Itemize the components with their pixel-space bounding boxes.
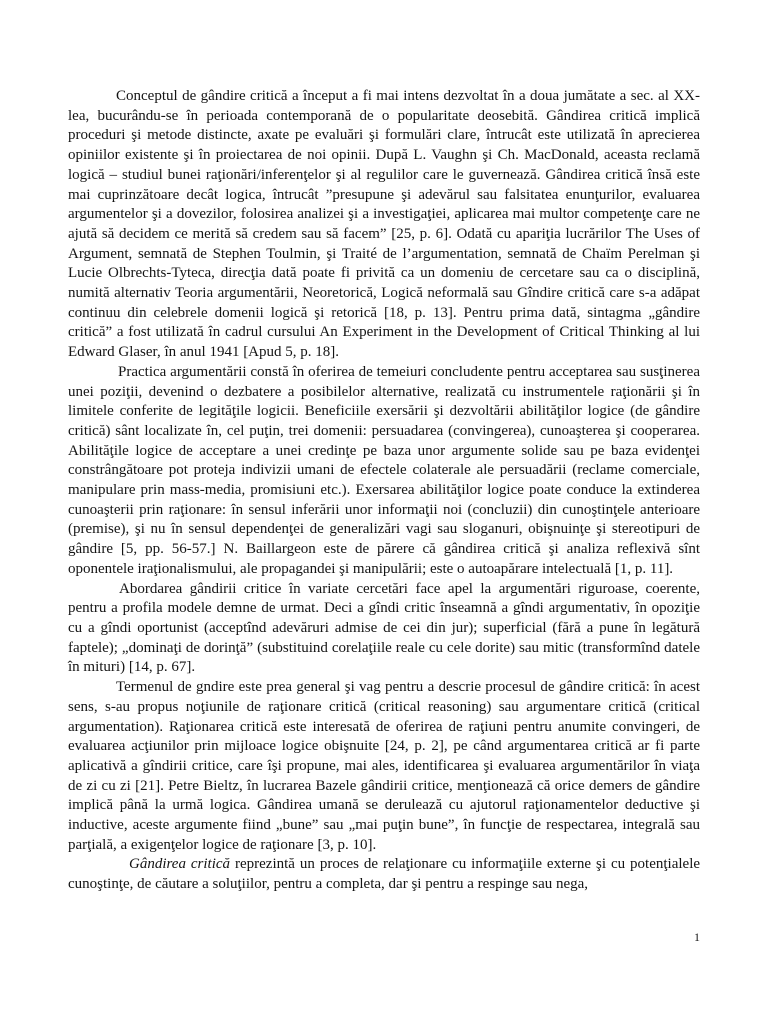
paragraph-4: Termenul de gndire este prea general şi vag pentru a descrie procesul de gândire critică: în acest sens, s-au propus noţiunile de raţionare critică (critical reasoning) sau argumentare critică (critical argumentation). Raţionarea critică este interesată de oferirea de raţiuni pentru anumite convingeri, de evaluarea acţiunilor prin mijloace logice obişnuite [24, p. 2], pe când argumentarea critică ar fi parte aplicativă a gîndirii critice, care îşi propune, mai ales, identificarea şi evaluarea argumentărilor în viaţa de zi cu zi [21]. Petre Bieltz, în lucrarea Bazele gândirii critice, menţionează că orice demers de gândire implică până la urmă logica. Gândirea umană se derulează cu ajutorul raţionamentelor deductive şi inductive, aceste argumente fiind „bune” sau „mai puţin bune”, în funcţie de respectarea, integrală sau parţială, a exigenţelor logice de raţionare [3, p. 10].	[68, 679, 700, 853]
paragraph-3: Abordarea gândirii critice în variate cercetări face apel la argumentări riguroase, coerente, pentru a profila modele demne de urmat. Deci a gîndi critic înseamnă a gîndi argumentativ, în opoziţie cu a gîndi oportunist (acceptînd adevăruri admise de cei din jur); superficial (fără a pune în legătură faptele); „dominaţi de dorinţă” (substituind corelaţiile reale cu cele dorite) sau mitic (transformînd datele în mituri) [14, p. 67].	[68, 580, 700, 676]
paragraph-2: Practica argumentării constă în oferirea de temeiuri concludente pentru acceptarea sau susţinerea unei poziţii, devenind o dezbatere a posibilelor alternative, realizată cu instrumentele raţionării şi în limitele conferite de legităţile logicii. Beneficiile exersării şi dezvoltării abilităţilor logice (de gândire critică) sânt localizate în, cel puţin, trei domenii: persuadarea (convingerea), cunoaşterea şi cooperarea. Abilităţile logice de acceptare a unei credinţe pe baza unor argumente solide sau pe baza evidenţei constrângătoare pot proteja indivizii umani de efectele colaterale ale persuadării (reclame comerciale, manipulare prin mass-media, promisiuni etc.). Exersarea abilităţilor logice poate conduce la extinderea cunoaşterii prin raţionare: în sensul inferării unor informaţii noi (concluzii) din cunoştinţele anterioare (premise), şi nu în sensul dependenţei de generalizări vagi sau sloganuri, obişnuinţe şi stereotipuri de gândire [5, pp. 56-57.] N. Baillargeon este de părere că gândirea critică şi analiza reflexivă sînt oponentele iraţionalismului, ale propagandei şi manipulării; este o autoapărare intelectuală [1, p. 11].	[68, 363, 700, 577]
page-number: 1	[694, 930, 700, 944]
body-text	[68, 87, 700, 895]
paragraph-5	[68, 855, 700, 894]
paragraph-1: Conceptul de gândire critică a început a fi mai intens dezvoltat în a doua jumătate a sec. al XX-lea, bucurându-se în perioada contemporană de o popularitate deosebită. Gândirea critică implică proceduri şi metode distincte, axate pe evaluări şi formulări clare, întrucât este utilizată în aprecierea opiniilor existente şi în proiectarea de noi opinii. După L. Vaughn şi Ch. MacDonald, aceasta reclamă logică – studiul bunei raţionări/inferenţelor şi al regulilor care le guvernează. Gândirea critică însă este mai cuprinzătoare decât logica, întrucât ”presupune şi adevărul sau falsitatea enunţurilor, evaluarea argumentelor şi a dovezilor, folosirea analizei şi a investigaţiei, aplicarea mai multor competenţe care ne ajută să decidem ce merită să credem sau să facem” [25, p. 6]. Odată cu apariţia lucrărilor The Uses of Argument, semnată de Stephen Toulmin, şi Traité de l’argumentation, semnată de Chaïm Perelman şi Lucie Olbrechts-Tyteca, direcţia dată poate fi privită ca un domeniu de cercetare sau ca o disciplină, numită alternativ Teoria argumentării, Neoretorică, Logică neformală sau Gîndire critică care s-a adăpat continuu din celebrele domenii logică şi retorică [18, p. 13]. Pentru prima dată, sintagma „gândire critică” a fost utilizată în cadrul cursului An Experiment in the Development of Critical Thinking al lui Edward Glaser, în anul 1941 [Apud 5, p. 18].	[68, 88, 700, 361]
paragraph-5-text: reprezintă un proces de relaţionare cu informaţiile externe şi cu potenţialele cunoştinţe, de căutare a soluţiilor, pentru a completa, dar şi pentru a respinge sau nega,	[68, 856, 701, 893]
paragraph-5-lead-term: Gândirea critică	[129, 856, 231, 873]
